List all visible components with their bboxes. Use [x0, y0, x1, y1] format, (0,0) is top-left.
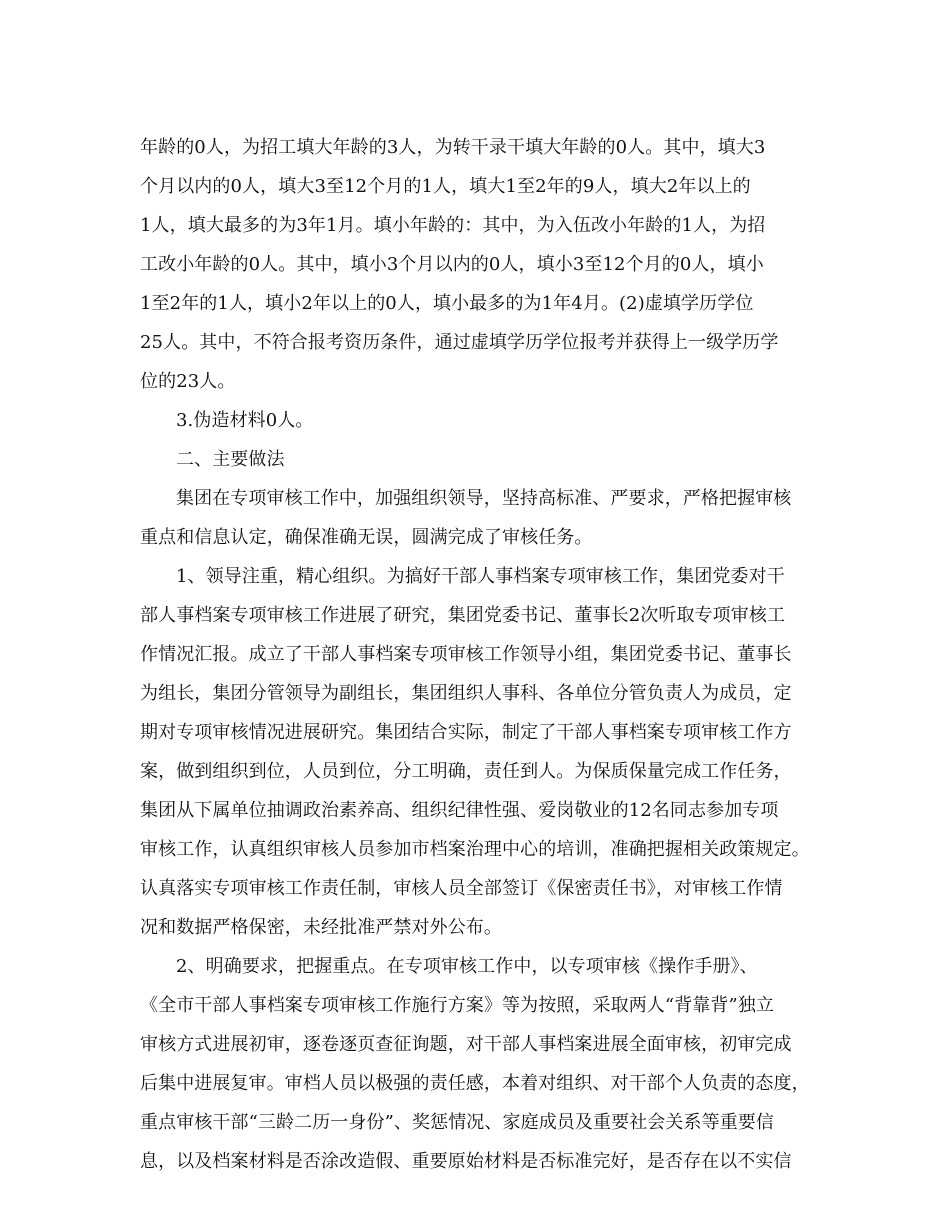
- text-line: 个月以内的0人，填大3至12个月的1人，填大1至2年的9人，填大2年以上的: [140, 176, 751, 197]
- text-line: 审核工作，认真组织审核人员参加市档案治理中心的培训，准确把握相关政策规定。: [140, 839, 810, 860]
- text-line: 二、主要做法: [176, 449, 285, 470]
- text-line: 1、领导注重，精心组织。为搞好干部人事档案专项审核工作，集团党委对干: [176, 566, 785, 587]
- text-line: 审核方式进展初审，逐卷逐页查征询题，对干部人事档案进展全面审核，初审完成: [140, 1034, 792, 1055]
- text-line: 期对专项审核情况进展研究。集团结合实际，制定了干部人事档案专项审核工作方: [140, 722, 792, 743]
- text-line: 《全市干部人事档案专项审核工作施行方案》等为按照，采取两人“背靠背”独立: [140, 995, 775, 1016]
- text-line: 部人事档案专项审核工作进展了研究，集团党委书记、董事长2次听取专项审核工: [140, 605, 786, 626]
- text-line: 认真落实专项审核工作责任制，审核人员全部签订《保密责任书》，对审核工作情: [140, 878, 783, 899]
- text-line: 作情况汇报。成立了干部人事档案专项审核工作领导小组，集团党委书记、董事长: [140, 644, 792, 665]
- text-line: 集团在专项审核工作中，加强组织领导，坚持高标准、严要求，严格把握审核: [176, 488, 792, 509]
- text-line: 1人，填大最多的为3年1月。填小年龄的：其中，为入伍改小年龄的1人，为招: [140, 215, 766, 236]
- text-line: 重点和信息认定，确保准确无误，圆满完成了审核任务。: [140, 527, 593, 548]
- text-line: 3.伪造材料0人。: [176, 410, 314, 431]
- text-line: 重点审核干部“三龄二历一身份”、奖惩情况、家庭成员及重要社会关系等重要信: [140, 1112, 775, 1133]
- text-line: 年龄的0人，为招工填大年龄的3人，为转干录干填大年龄的0人。其中，填大3: [140, 137, 766, 158]
- text-line: 况和数据严格保密，未经批准严禁对外公布。: [140, 917, 502, 938]
- text-line: 25人。其中，不符合报考资历条件，通过虚填学历学位报考并获得上一级学历学: [140, 332, 779, 353]
- text-line: 息，以及档案材料是否涂改造假、重要原始材料是否标准完好，是否存在以不实信: [140, 1151, 792, 1172]
- text-line: 集团从下属单位抽调政治素养高、组织纪律性强、爱岗敬业的12名同志参加专项: [140, 800, 779, 821]
- text-line: 1至2年的1人，填小2年以上的0人，填小最多的为1年4月。(2)虚填学历学位: [140, 293, 754, 314]
- text-line: 位的23人。: [140, 371, 236, 392]
- text-line: 工改小年龄的0人。其中，填小3个月以内的0人，填小3至12个月的0人，填小: [140, 254, 764, 275]
- text-line: 为组长，集团分管领导为副组长，集团组织人事科、各单位分管负责人为成员，定: [140, 683, 792, 704]
- document-body: [140, 128, 830, 1181]
- text-line: 2、明确要求，把握重点。在专项审核工作中，以专项审核《操作手册》、: [176, 956, 758, 977]
- text-line: 后集中进展复审。审档人员以极强的责任感，本着对组织、对干部个人负责的态度，: [140, 1073, 810, 1094]
- text-line: 案，做到组织到位，人员到位，分工明确，责任到人。为保质保量完成工作任务，: [140, 761, 792, 782]
